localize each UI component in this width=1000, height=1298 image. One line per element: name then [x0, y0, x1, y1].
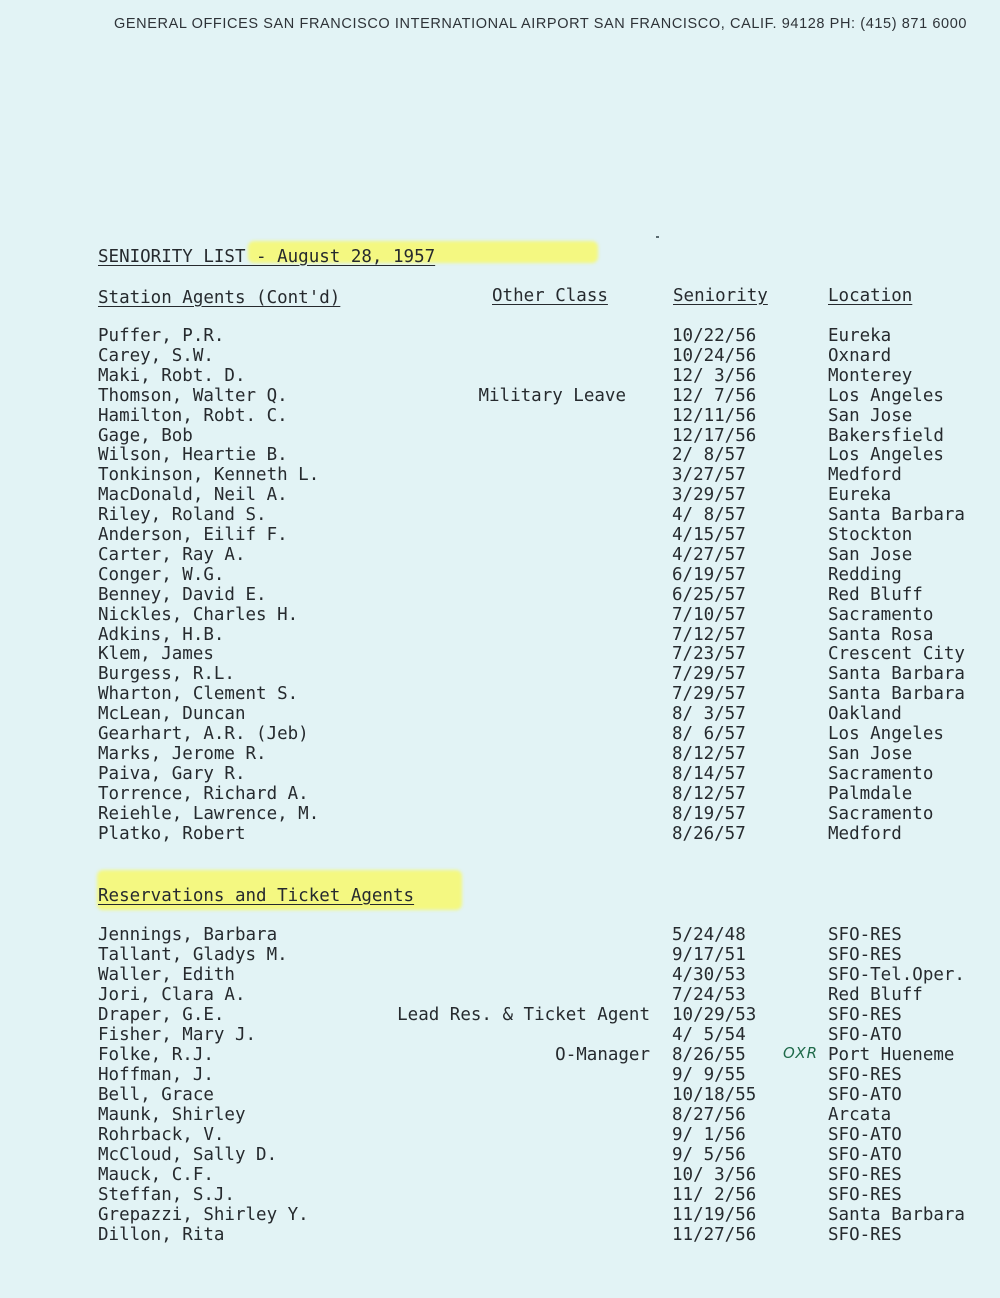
- employee-name: Draper, G.E.: [98, 1005, 225, 1025]
- employee-name: Torrence, Richard A.: [98, 783, 309, 804]
- employee-name: Tonkinson, Kenneth L.: [98, 465, 320, 486]
- seniority-date: 12/ 7/56: [672, 385, 757, 406]
- employee-name: McCloud, Sally D.: [98, 1145, 278, 1165]
- seniority-date: 9/17/51: [672, 945, 746, 965]
- table-row: [0, 465, 1000, 485]
- location: San Jose: [828, 544, 913, 565]
- location: Sacramento: [828, 803, 934, 824]
- employee-name: Conger, W.G.: [98, 564, 225, 585]
- seniority-date: 10/ 3/56: [672, 1165, 757, 1185]
- seniority-date: 2/ 8/57: [672, 445, 746, 466]
- location: SFO-RES: [828, 1185, 902, 1205]
- seniority-date: 12/11/56: [672, 405, 757, 426]
- table-row: [0, 1165, 1000, 1185]
- page-title: SENIORITY LIST - August 28, 1957: [98, 247, 436, 267]
- table-row: [0, 644, 1000, 664]
- employee-name: Maki, Robt. D.: [98, 365, 246, 386]
- seniority-date: 11/19/56: [672, 1205, 757, 1225]
- table-row: [0, 1145, 1000, 1165]
- employee-name: Rohrback, V.: [98, 1125, 225, 1145]
- seniority-date: 9/ 1/56: [672, 1125, 746, 1145]
- employee-name: Reiehle, Lawrence, M.: [98, 803, 320, 824]
- employee-name: Burgess, R.L.: [98, 664, 235, 685]
- location: Monterey: [828, 365, 913, 386]
- employee-name: Wilson, Heartie B.: [98, 445, 288, 466]
- other-class: Military Leave: [478, 385, 626, 406]
- seniority-date: 8/26/57: [672, 823, 746, 844]
- seniority-date: 10/18/55: [672, 1085, 757, 1105]
- table-row: [0, 605, 1000, 625]
- employee-name: Benney, David E.: [98, 584, 267, 605]
- seniority-date: 5/24/48: [672, 925, 746, 945]
- employee-name: Hoffman, J.: [98, 1065, 214, 1085]
- location: San Jose: [828, 405, 913, 426]
- column-header-location: Location: [828, 286, 913, 306]
- seniority-date: 10/24/56: [672, 345, 757, 366]
- employee-name: Platko, Robert: [98, 823, 246, 844]
- table-row: [0, 406, 1000, 426]
- table-row: [0, 965, 1000, 985]
- location: SFO-RES: [828, 925, 902, 945]
- seniority-date: 7/29/57: [672, 684, 746, 705]
- location: SFO-ATO: [828, 1025, 902, 1045]
- table-row: [0, 1185, 1000, 1205]
- letterhead: GENERAL OFFICES SAN FRANCISCO INTERNATIONAL AIRPORT SAN FRANCISCO, CALIF. 94128 PH: (415) 871 6000: [114, 16, 968, 32]
- seniority-date: 12/ 3/56: [672, 365, 757, 386]
- employee-name: Carter, Ray A.: [98, 544, 246, 565]
- table-row: [0, 625, 1000, 645]
- seniority-date: 8/14/57: [672, 763, 746, 784]
- table-row: [0, 1085, 1000, 1105]
- employee-name: McLean, Duncan: [98, 704, 246, 725]
- employee-name: MacDonald, Neil A.: [98, 485, 288, 506]
- employee-name: Wharton, Clement S.: [98, 684, 299, 705]
- seniority-date: 9/ 5/56: [672, 1145, 746, 1165]
- table-row: [0, 1005, 1000, 1025]
- seniority-date: 8/ 6/57: [672, 724, 746, 744]
- location: Santa Barbara: [828, 505, 965, 526]
- location: Santa Barbara: [828, 664, 965, 685]
- table-row: [0, 426, 1000, 446]
- seniority-date: 4/ 8/57: [672, 505, 746, 526]
- employee-name: Dillon, Rita: [98, 1225, 225, 1245]
- location: Stockton: [828, 525, 913, 545]
- seniority-date: 4/15/57: [672, 525, 746, 545]
- location: Los Angeles: [828, 724, 944, 744]
- location: Santa Barbara: [828, 1205, 965, 1225]
- table-row: [0, 704, 1000, 724]
- table-row: [0, 724, 1000, 744]
- seniority-date: 6/19/57: [672, 564, 746, 585]
- employee-name: Carey, S.W.: [98, 345, 214, 366]
- table-row: [0, 664, 1000, 684]
- seniority-date: 7/24/53: [672, 985, 746, 1005]
- seniority-date: 12/17/56: [672, 425, 757, 446]
- location: Eureka: [828, 485, 892, 506]
- table-row: [0, 925, 1000, 945]
- location: SFO-ATO: [828, 1085, 902, 1105]
- employee-name: Fisher, Mary J.: [98, 1025, 257, 1045]
- location: San Jose: [828, 743, 913, 764]
- seniority-date: 8/12/57: [672, 783, 746, 804]
- employee-name: Waller, Edith: [98, 965, 235, 985]
- location: Sacramento: [828, 604, 934, 625]
- employee-name: Marks, Jerome R.: [98, 743, 267, 764]
- table-row: [0, 744, 1000, 764]
- seniority-date: 3/29/57: [672, 485, 746, 506]
- employee-name: Paiva, Gary R.: [98, 763, 246, 784]
- seniority-date: 10/29/53: [672, 1005, 757, 1025]
- location: SFO-ATO: [828, 1125, 902, 1145]
- seniority-date: 4/27/57: [672, 544, 746, 565]
- table-row: [0, 824, 1000, 844]
- table-row: [0, 505, 1000, 525]
- employee-name: Hamilton, Robt. C.: [98, 405, 288, 426]
- location: SFO-RES: [828, 1065, 902, 1085]
- section-header-station-agents: Station Agents (Cont'd): [98, 288, 341, 308]
- employee-name: Nickles, Charles H.: [98, 604, 299, 625]
- handwritten-note: OXR: [783, 1044, 819, 1062]
- seniority-date: 8/12/57: [672, 743, 746, 764]
- location: Oakland: [828, 704, 902, 725]
- table-row: [0, 326, 1000, 346]
- location: SFO-RES: [828, 1165, 902, 1185]
- location: Medford: [828, 465, 902, 486]
- location: SFO-RES: [828, 1225, 902, 1245]
- location: Red Bluff: [828, 985, 923, 1005]
- table-row: [0, 445, 1000, 465]
- table-row: [0, 985, 1000, 1005]
- location: Arcata: [828, 1105, 892, 1125]
- employee-name: Gearhart, A.R. (Jeb): [98, 724, 309, 744]
- seniority-date: 8/27/56: [672, 1105, 746, 1125]
- employee-name: Gage, Bob: [98, 425, 193, 446]
- table-row: [0, 684, 1000, 704]
- location: SFO-RES: [828, 945, 902, 965]
- seniority-date: 7/12/57: [672, 624, 746, 645]
- location: Sacramento: [828, 763, 934, 784]
- employee-name: Adkins, H.B.: [98, 624, 225, 645]
- table-row: [0, 565, 1000, 585]
- employee-name: Jori, Clara A.: [98, 985, 246, 1005]
- employee-name: Mauck, C.F.: [98, 1165, 214, 1185]
- employee-name: Maunk, Shirley: [98, 1105, 246, 1125]
- seniority-date: 8/19/57: [672, 803, 746, 824]
- employee-name: Anderson, Eilif F.: [98, 525, 288, 545]
- seniority-date: 9/ 9/55: [672, 1065, 746, 1085]
- location: SFO-ATO: [828, 1145, 902, 1165]
- table-row: [0, 945, 1000, 965]
- seniority-date: 8/ 3/57: [672, 704, 746, 725]
- table-row: [0, 545, 1000, 565]
- seniority-date: 4/30/53: [672, 965, 746, 985]
- seniority-date: 3/27/57: [672, 465, 746, 486]
- seniority-date: 7/10/57: [672, 604, 746, 625]
- table-row: [0, 764, 1000, 784]
- table-row: [0, 525, 1000, 545]
- location: Bakersfield: [828, 425, 944, 446]
- seniority-date: 7/23/57: [672, 644, 746, 665]
- employee-name: Grepazzi, Shirley Y.: [98, 1205, 309, 1225]
- table-row: [0, 366, 1000, 386]
- table-row: [0, 485, 1000, 505]
- table-row: [0, 346, 1000, 366]
- table-row: [0, 1065, 1000, 1085]
- location: Port Hueneme: [828, 1045, 955, 1065]
- seniority-date: 10/22/56: [672, 326, 757, 346]
- stray-mark: [656, 236, 659, 238]
- employee-name: Klem, James: [98, 644, 214, 665]
- employee-name: Riley, Roland S.: [98, 505, 267, 526]
- seniority-date: 8/26/55: [672, 1045, 746, 1065]
- employee-name: Thomson, Walter Q.: [98, 385, 288, 406]
- location: Palmdale: [828, 783, 913, 804]
- location: Crescent City: [828, 644, 965, 665]
- table-row: [0, 784, 1000, 804]
- location: Redding: [828, 564, 902, 585]
- table-row: [0, 1105, 1000, 1125]
- other-class: Lead Res. & Ticket Agent: [397, 1005, 650, 1025]
- location: Medford: [828, 823, 902, 844]
- section-header-reservations: Reservations and Ticket Agents: [98, 886, 415, 906]
- employee-name: Tallant, Gladys M.: [98, 945, 288, 965]
- table-row: [0, 1225, 1000, 1245]
- location: Eureka: [828, 326, 892, 346]
- table-row: [0, 804, 1000, 824]
- location: Oxnard: [828, 345, 892, 366]
- employee-name: Jennings, Barbara: [98, 925, 278, 945]
- location: Santa Barbara: [828, 684, 965, 705]
- employee-name: Steffan, S.J.: [98, 1185, 235, 1205]
- location: Red Bluff: [828, 584, 923, 605]
- location: Santa Rosa: [828, 624, 934, 645]
- other-class: O-Manager: [555, 1045, 650, 1065]
- location: Los Angeles: [828, 385, 944, 406]
- column-header-seniority: Seniority: [673, 286, 768, 306]
- seniority-date: 6/25/57: [672, 584, 746, 605]
- table-row: [0, 1045, 1000, 1065]
- seniority-date: 11/ 2/56: [672, 1185, 757, 1205]
- location: SFO-RES: [828, 1005, 902, 1025]
- location: Los Angeles: [828, 445, 944, 466]
- table-row: [0, 1205, 1000, 1225]
- table-row: [0, 585, 1000, 605]
- employee-name: Puffer, P.R.: [98, 326, 225, 346]
- employee-name: Bell, Grace: [98, 1085, 214, 1105]
- column-header-other-class: Other Class: [492, 286, 608, 306]
- employee-name: Folke, R.J.: [98, 1045, 214, 1065]
- location: SFO-Tel.Oper.: [828, 965, 965, 985]
- seniority-date: 7/29/57: [672, 664, 746, 685]
- table-row: [0, 1125, 1000, 1145]
- seniority-date: 4/ 5/54: [672, 1025, 746, 1045]
- seniority-date: 11/27/56: [672, 1225, 757, 1245]
- table-row: [0, 386, 1000, 406]
- table-row: [0, 1025, 1000, 1045]
